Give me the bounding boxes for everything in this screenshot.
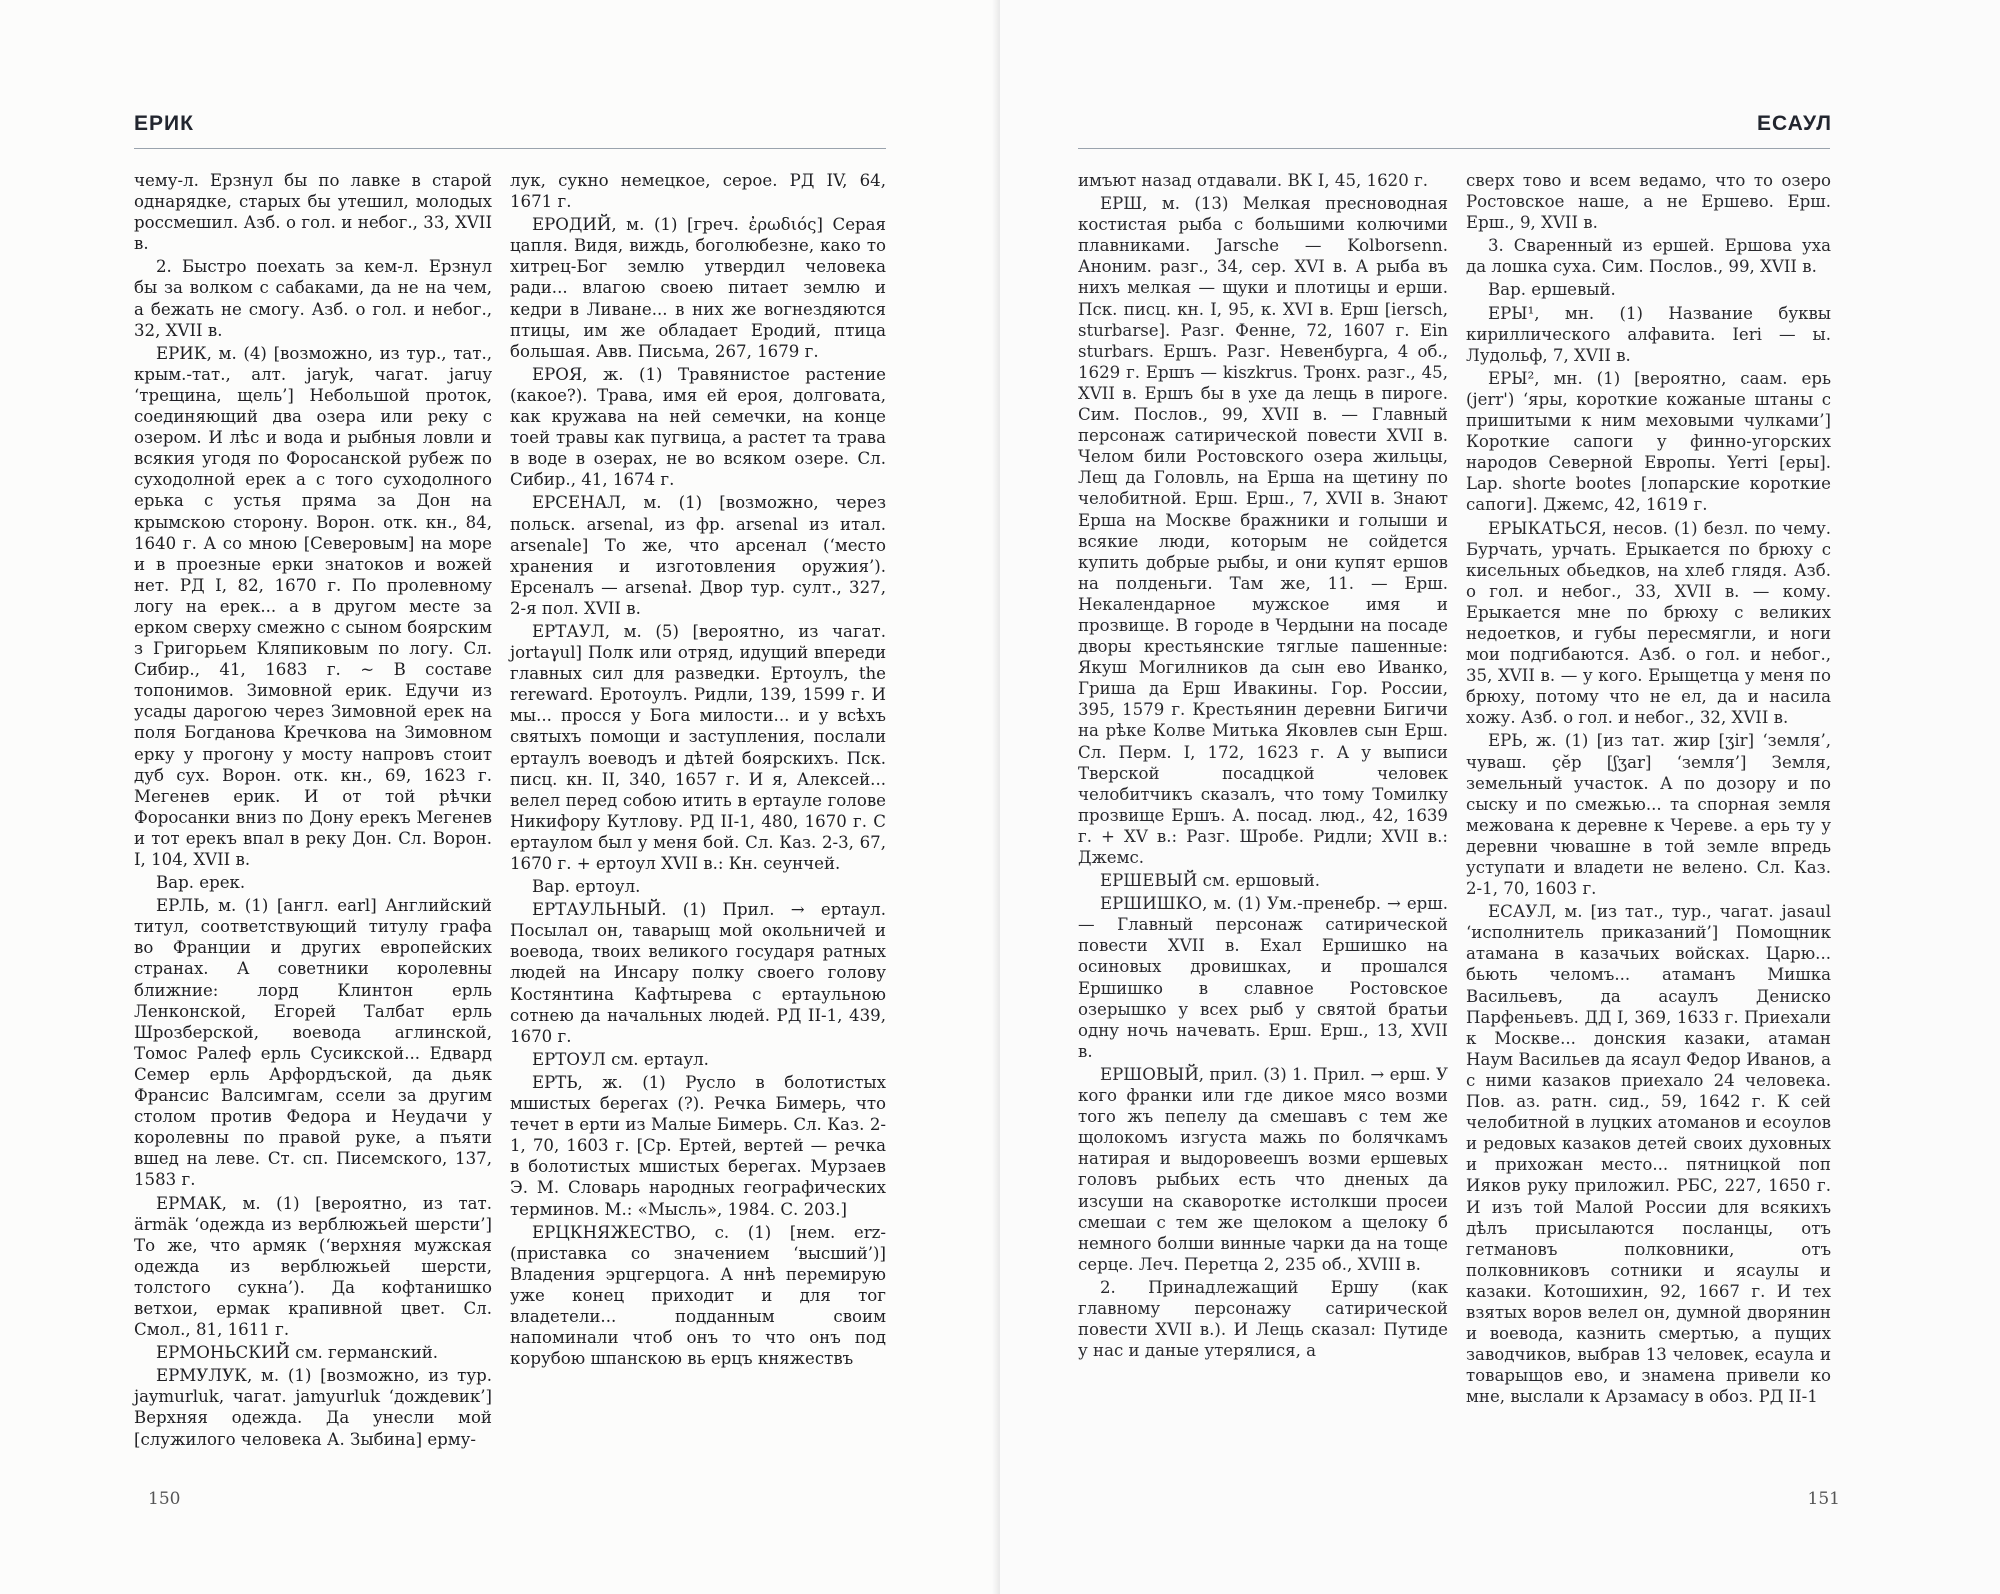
right-column-2: [1466, 170, 1831, 1409]
dictionary-entry: лук, сукно немецкое, серое. РД IV, 64, 1671 г.: [510, 171, 886, 212]
running-head-left: ЕРИК: [134, 112, 194, 135]
dictionary-entry: ЕРОДИЙ, м. (1) [греч. ἐρωδιός] Серая цапля. Видя, виждь, боголюбезне, како то хитрец-Бог землю утвердил человека ради... влагою своею питает землю и кедри в Ливане... в них же вогнездяются птицы, им же обладает Еродий, птица большая. Авв. Письма, 267, 1679 г.: [510, 215, 886, 361]
dictionary-entry: ЕРТАУЛ, м. (5) [вероятно, из чагат. jortaγul] Полк или отряд, идущий впереди главных сил для разведки. Ертоулъ, the rereward. Еротоулъ. Ридли, 139, 1599 г. И мы... просся у Бога милости... и у всѣхъ святыхъ помощи и заступления, послали ертаулъ воеводъ и дѣтей боярскихъ. Пск. писц. кн. II, 340, 1657 г. И я, Алексей... велел перед собою итить в ертауле голове Никифору Кутлову. РД II-1, 480, 1670 г. С ертаулом был у меня бой. Сл. Каз. 2-3, 67, 1670 г. + ертоул XVII в.: Кн. сеунчей.: [510, 621, 886, 873]
dictionary-entry: ЕРЛЬ, м. (1) [англ. earl] Английский титул, соответствующий титулу графа во Франции и других европейских странах. А советники королевны ближние: лорд Клинтон ерль Ленконской, Егорей Талбат ерль Шрозберской, воевода аглинской, Томос Ралеф ерль Сусикской... Едвард Семер ерль Арфордъской, да дьяк Франсис Валсимгам, ссели за другим столом против Федора и Неудачи у королевны по правой руке, а пъяти вшед на леве. Ст. сп. Писемского, 137, 1583 г.: [134, 896, 492, 1190]
dictionary-entry: Вар. ерек.: [156, 873, 246, 893]
running-head-right: ЕСАУЛ: [1756, 112, 1832, 135]
left-column-2: [510, 170, 886, 1371]
dictionary-entry: ЕРМАК, м. (1) [вероятно, из тат. ärmäk ‘одежда из верблюжьей шерсти’] То же, что армяк (‘верхняя мужская одежда из верблюжьей шерсти, толстого сукна’). Да кофтанишко ветхои, ермак крапивной цвет. Сл. Смол., 81, 1611 г.: [134, 1193, 492, 1340]
dictionary-entry: ЕРТЬ, ж. (1) Русло в болотистых мшистых берегах (?). Речка Бимерь, что течет в ерти из Малые Бимерь. Сл. Каз. 2-1, 70, 1603 г. [Ср. Ертей, вертей — речка в болотистых мшистых берегах. Мурзаев Э. М. Словарь народных географических терминов. М.: «Мысль», 1984. С. 203.]: [510, 1072, 886, 1219]
right-column-1: [1078, 170, 1448, 1363]
page-number-right: 151: [1807, 1489, 1840, 1509]
dictionary-entry: ЕСАУЛ, м. [из тат., тур., чагат. jasaul ‘исполнитель приказаний’] Помощник атамана в казачьих войсках. Царю... бьють челомъ... атаманъ Мишка Васильевъ, да асаулъ Дениско Парфеньевъ. ДД I, 369, 1633 г. Приехали к Москве... донския казаки, атаман Наум Васильев да ясаул Федор Иванов, а с ними казаков приехало 24 человека. Пов. аз. ратн. сид., 59, 1642 г. К сей челобитной в луцких атоманов и есоулов и редовых казаков детей своих духовных и прихожан место... пятницкой поп Ияков руку приложил. РБС, 227, 1650 г. И изъ той Малой России для всякихъ дѣлъ присылаются посланцы, отъ гетмановъ полковники, отъ полковниковъ сотники и ясаулы и казаки. Котошихин, 92, 1667 г. И тех взятых воров велел он, думной дворянин и воевода, казнить смертью, а пущих заводчиков, выбрав 13 человек, есаула и товарыщов ево, и знамена привели ко мне, выслали к Арзамасу в обоз. РД II-1: [1466, 902, 1831, 1407]
dictionary-entry: ЕРМОНЬСКИЙ см. германский.: [156, 1343, 439, 1363]
dictionary-entry: ЕРШОВЫЙ, прил. (3) 1. Прил. → ерш. У кого франки или где дикое мясо возми того жъ пепелу да смешавъ с тем же щолокомъ изгуста мажь по болячкамъ натирая и выдоровеешъ возми ершевых головъ рыбьих есть что дненых да изсуши на скаворотке истолкши просеи смешаи с тем же щелоком а щелоку б немного болши винные чарки да на тоще серце. Леч. Перетца 2, 235 об., XVIII в.: [1078, 1064, 1448, 1274]
dictionary-entry: имъют назад отдавали. ВК I, 45, 1620 г.: [1078, 171, 1429, 190]
dictionary-entry: ЕРЦКНЯЖЕСТВО, с. (1) [нем. erz- (приставка со значением ‘высший’)] Владения эрцгерцога. А ннѣ перемирую уже конец приходит и для тог владетели... подданным своим напоминали чтоб онъ то что онъ под корубою шпанскою вь ерцъ княжествъ: [510, 1222, 886, 1369]
dictionary-entry: ЕРОЯ, ж. (1) Травянистое растение (какое?). Трава, имя ей ероя, долговата, как кружава на ней семечки, на конце тоей травы как пугвица, а растет та трава в воде в озерах, не во всяком озере. Сл. Сибир., 41, 1674 г.: [510, 364, 886, 490]
dictionary-entry: 2. Быстро поехать за кем-л. Ерзнул бы за волком с сабаками, да не на чем, а бежать не смогу. Азб. о гол. и небог., 32, XVII в.: [134, 257, 492, 340]
header-rule-right: [1078, 148, 1830, 149]
dictionary-entry: 2. Принадлежащий Ершу (как главному персонажу сатирической повести XVII в.). И Лещь сказал: Путиде у нас и даные утерялися, а: [1078, 1277, 1448, 1361]
dictionary-entry: ЕРЫ¹, мн. (1) Название буквы кириллического алфавита. Ieri — ы. Лудольф, 7, XVII в.: [1466, 303, 1831, 365]
dictionary-entry: Вар. ертоул.: [532, 877, 641, 897]
dictionary-entry: ЕРЫКАТЬСЯ, несов. (1) безл. по чему. Бурчать, урчать. Ерыкается по брюху с кисельных обьедков, на хлеб глядя. Азб. о гол. и небог., 33, XVII в. — кому. Ерыкается мне по брюху с великих недоетков, и губы пересмягли, и ноги мои подгибаются. Азб. о гол. и небог., 35, XVII в. — у кого. Ерыщетца у меня по брюху, потому что не ел, да и насила хожу. Азб. о гол. и небог., 32, XVII в.: [1466, 518, 1831, 728]
dictionary-entry: ЕРШ, м. (13) Мелкая пресноводная костистая рыба с большими колючими плавниками. Jarsche — Kolborsenn. Аноним. разг., 34, сер. XVI в. А рыба въ нихъ мелкая — щуки и плотицы и ерши. Пск. писц. кн. I, 95, к. XVI в. Ерш [iersch, sturbarse]. Разг. Фенне, 72, 1607 г. Ein sturbars. Ершъ. Разг. Невенбурга, 4 об., 1629 г. Ершъ — kiszkrus. Тронх. разг., 45, XVII в. Ершъ бы в ухе да лещь в пироге. Сим. Послов., 99, XVII в. — Главный персонаж сатирической повести XVII в. Челом били Ростовского озера жильцы, Лещ да Головль, на Ерша на щетину по челобитной. Ерш. Ерш., 7, XVII в. Знают Ерша на Москве бражники и голыши и всякие люди, которым не сойдется купить добрые рыбы, и они купят ершов на полденьги. Там же, 11. — Ерш. Некалендарное мужское имя и прозвище. В городе в Чердыни на посаде дворы крестьянские тяглые пашенные: Якуш Могилников да сын ево Иванко, Гриша да Ерш Ивакины. Гор. России, 395, 1579 г. Крестьянин деревни Бигичи на рѣке Колве Митька Яковлев сын Ерш. Сл. Перм. I, 172, 1623 г. А у выписи Тверской посадцкой человек челобитчикъ сказалъ, что тому Томилку прозвище Ершъ. А. посад. люд., 42, 1639 г. + XV в.: Разг. Шробе. Ридли; XVII в.: Джемс.: [1078, 194, 1448, 867]
dictionary-entry: ЕРИК, м. (4) [возможно, из тур., тат., крым.-тат., алт. jaryk, чагат. jaruy ‘трещина, щель’] Небольшой проток, соединяющий два озера или реку с озером. И лѣс и вода и рыбныя ловли и всякия угодя по Форосанской рубеж по суходолной ерек а с того суходолного ерька с устья пряма за Дон на крымскою сторону. Ворон. отк. кн., 84, 1640 г. А со мною [Северовым] на море и в проезные ерки знатоков и вожей нет. РД I, 82, 1670 г. По пролевному логу на ерек... а в другом месте за ерком сверху смежно с сыном боярским з Григорьем Кляпиковым по логу. Сл. Сибир., 41, 1683 г. ~ В составе топонимов. Зимовной ерик. Едучи из усады дарогою через Зимовной ерек на поля Богданова Кречкова на Зимовном ерку у прогону у мосту напровъ стоит дуб сух. Ворон. отк. кн., 69, 1623 г. Мегенев ерик. И от той рѣчки Форосанки вниз по Дону ерекъ Мегенев и тот ерекъ впал в реку Дон. Сл. Ворон. I, 104, XVII в.: [134, 343, 492, 869]
dictionary-entry: ЕРШЕВЫЙ см. ершовый.: [1100, 871, 1321, 891]
dictionary-entry: ЕРЫ², мн. (1) [вероятно, саам. ерь (jerr') ‘яры, короткие кожаные штаны с пришитыми к ним меховыми чулками’] Короткие сапоги у финно-угорских народов Северной Европы. Yerri [еры]. Lap. shorte bootes [лопарские короткие сапоги]. Джемс, 42, 1619 г.: [1466, 368, 1831, 515]
page-number-left: 150: [148, 1489, 181, 1509]
dictionary-entry: Вар. ершевый.: [1488, 280, 1616, 300]
left-column-1: [134, 170, 492, 1452]
dictionary-entry: ЕРСЕНАЛ, м. (1) [возможно, через польск. arsenal, из фр. arsenal из итал. arsenale] То же, что арсенал (‘место хранения и изготовления оружия’). Ерсеналъ — arsenał. Двор тур. султ., 327, 2-я пол. XVII в.: [510, 493, 886, 618]
dictionary-entry: ЕРЬ, ж. (1) [из тат. жир [ʒir] ‘земля’, чуваш. çĕр [ʃʒar] ‘земля’] Земля, земельный участок. А по дозору и по сыску и по смежью... та спорная земля межована к деревне к Череве. а ерь ту у деревни чювашне в той земле впредь уступати и владети не велено. Сл. Каз. 2-1, 70, 1603 г.: [1466, 731, 1831, 899]
header-rule-left: [134, 148, 886, 149]
dictionary-entry: 3. Сваренный из ершей. Ершова уха да лошка суха. Сим. Послов., 99, XVII в.: [1466, 236, 1831, 277]
dictionary-entry: сверх тово и всем ведамо, что то озеро Ростовское наше, а не Ершево. Ерш. Ерш., 9, XVII в.: [1466, 171, 1831, 233]
dictionary-entry: ЕРТОУЛ см. ертаул.: [532, 1049, 709, 1069]
right-page: [1000, 0, 2000, 1594]
dictionary-entry: ЕРШИШКО, м. (1) Ум.-пренебр. → ерш. — Главный персонаж сатирической повести XVII в. Ехал Ершишко на осиновых дровишках, и прошался Ершишко в славное Ростовское озерышко у всех рыб у святой братьи одну ночь начевать. Ерш. Ерш., 13, XVII в.: [1078, 894, 1448, 1061]
dictionary-entry: ЕРМУЛУК, м. (1) [возможно, из тур. jaymurluk, чагат. jamyurluk ‘дождевик’] Верхняя одежда. Да унесли мой [служилого человека А. Зыбина] ерму-: [134, 1366, 492, 1449]
dictionary-entry: ЕРТАУЛЬНЫЙ. (1) Прил. → ертаул. Посылал он, таварыщ мой окольничей и воевода, твоих великого государя ратных людей на Инсару полку своего голову Костянтина Кафтырева с ертаульною сотнею да начальных людей. РД II-1, 439, 1670 г.: [510, 900, 886, 1046]
dictionary-entry: чему-л. Ерзнул бы по лавке в старой однарядке, старых бы утешил, молодых россмешил. Азб. о гол. и небог., 33, XVII в.: [134, 171, 492, 254]
